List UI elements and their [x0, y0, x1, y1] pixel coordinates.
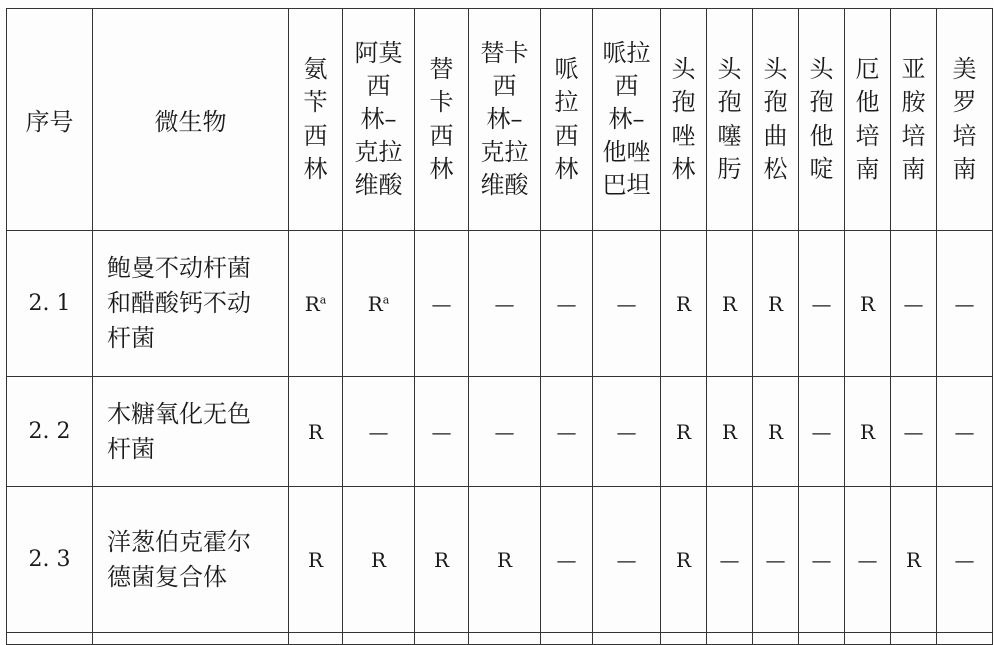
value-cell: —: [541, 487, 593, 633]
empty-cell: [937, 633, 993, 645]
empty-cell: [415, 633, 469, 645]
value-cell: R: [289, 377, 343, 487]
empty-cell: [541, 633, 593, 645]
value-cell: —: [415, 231, 469, 377]
header-drug: 替卡西林–克拉维酸: [469, 9, 541, 231]
value-cell: R: [753, 231, 799, 377]
row-seq: 2. 3: [7, 487, 93, 633]
value-cell: R: [707, 231, 753, 377]
empty-cell: [289, 633, 343, 645]
value-cell: R: [661, 377, 707, 487]
value-cell: R: [661, 487, 707, 633]
value-cell: —: [469, 231, 541, 377]
value-cell: R: [469, 487, 541, 633]
empty-cell: [7, 633, 93, 645]
header-drug: 哌拉西林: [541, 9, 593, 231]
empty-cell: [891, 633, 937, 645]
empty-cell: [593, 633, 661, 645]
value-cell: —: [541, 231, 593, 377]
empty-cell: [661, 633, 707, 645]
row-organism: 木糖氧化无色杆菌: [93, 377, 289, 487]
header-drug: 氨苄西林: [289, 9, 343, 231]
value-cell: R: [707, 377, 753, 487]
header-drug: 亚胺培南: [891, 9, 937, 231]
table-row: [7, 377, 993, 487]
header-drug: 头孢唑林: [661, 9, 707, 231]
header-organism: 微生物: [93, 9, 289, 231]
row-seq: 2. 2: [7, 377, 93, 487]
value-cell: —: [753, 487, 799, 633]
header-drug: 厄他培南: [845, 9, 891, 231]
empty-cell: [343, 633, 415, 645]
row-seq: 2. 1: [7, 231, 93, 377]
empty-cell: [799, 633, 845, 645]
header-drug: 头孢曲松: [753, 9, 799, 231]
value-cell: —: [937, 487, 993, 633]
row-organism: 洋葱伯克霍尔德菌复合体: [93, 487, 289, 633]
header-drug: 头孢他啶: [799, 9, 845, 231]
value-cell: —: [937, 377, 993, 487]
value-cell: $R^a$: [289, 231, 343, 377]
value-cell: —: [593, 231, 661, 377]
empty-cell: [707, 633, 753, 645]
empty-cell: [753, 633, 799, 645]
header-drug: 哌拉西林–他唑巴坦: [593, 9, 661, 231]
value-cell: —: [799, 231, 845, 377]
value-cell: —: [799, 377, 845, 487]
value-cell: —: [845, 487, 891, 633]
header-drug: 头孢噻肟: [707, 9, 753, 231]
empty-cell: [845, 633, 891, 645]
table-row: [7, 487, 993, 633]
value-cell: —: [593, 487, 661, 633]
empty-cell: [469, 633, 541, 645]
value-cell: —: [937, 231, 993, 377]
value-cell: —: [707, 487, 753, 633]
value-cell: —: [891, 377, 937, 487]
value-cell: R: [289, 487, 343, 633]
value-cell: R: [891, 487, 937, 633]
value-cell: —: [799, 487, 845, 633]
value-cell: $R^a$: [343, 231, 415, 377]
value-cell: —: [415, 377, 469, 487]
value-cell: —: [469, 377, 541, 487]
value-cell: —: [541, 377, 593, 487]
header-drug: 美罗培南: [937, 9, 993, 231]
header-drug: 阿莫西林–克拉维酸: [343, 9, 415, 231]
table-row-partial: [7, 633, 993, 645]
value-cell: R: [753, 377, 799, 487]
value-cell: R: [661, 231, 707, 377]
value-cell: R: [845, 377, 891, 487]
value-cell: R: [343, 487, 415, 633]
resistance-table: [6, 8, 993, 645]
value-cell: —: [891, 231, 937, 377]
header-drug: 替卡西林: [415, 9, 469, 231]
value-cell: R: [415, 487, 469, 633]
row-organism: 鲍曼不动杆菌和醋酸钙不动杆菌: [93, 231, 289, 377]
value-cell: —: [343, 377, 415, 487]
empty-cell: [93, 633, 289, 645]
value-cell: R: [845, 231, 891, 377]
header-seq: 序号: [7, 9, 93, 231]
table-row: [7, 231, 993, 377]
value-cell: —: [593, 377, 661, 487]
header-row: [7, 9, 993, 231]
